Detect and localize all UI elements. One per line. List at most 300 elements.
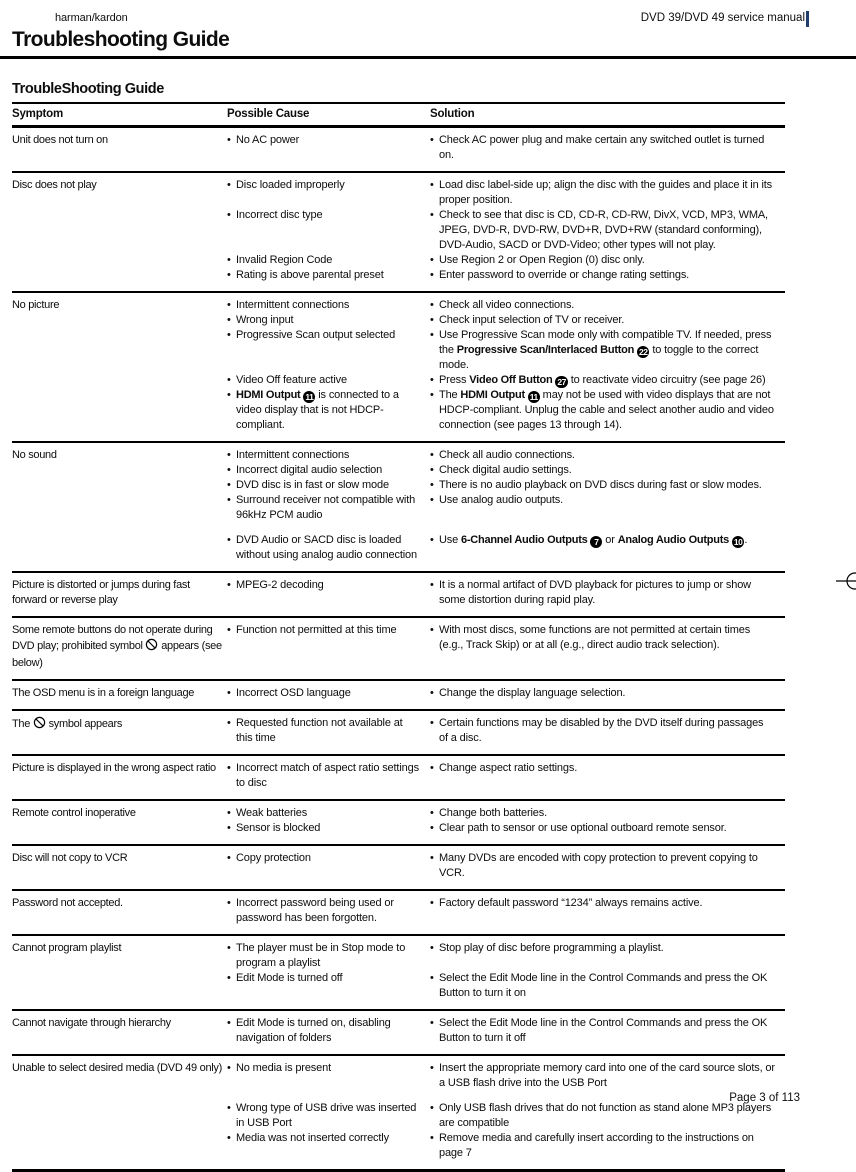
solution-cell (430, 896, 785, 926)
cause-solution-pair (227, 373, 785, 388)
cause-solution-pair (227, 851, 785, 881)
possible-cause-cell (227, 478, 430, 493)
symptom-cell: Cannot navigate through hierarchy (12, 1017, 171, 1029)
possible-cause-cell (227, 623, 430, 653)
solution-cell (430, 1101, 785, 1131)
bullet-marker: • (227, 852, 231, 864)
solution-cell (430, 821, 785, 836)
cause-item (227, 253, 430, 268)
solution-item (430, 686, 785, 701)
column-header-solution: Solution (430, 108, 475, 120)
bullet-marker: • (430, 209, 434, 221)
solution-item-text: Check input selection of TV or receiver. (439, 314, 625, 326)
cause-item (227, 493, 430, 523)
button-number-badge: 10 (733, 537, 743, 547)
solution-cell (430, 686, 785, 701)
bullet-marker: • (430, 494, 434, 506)
cause-solution-pair (227, 268, 785, 283)
bullet-marker: • (430, 329, 434, 341)
solution-item (430, 208, 785, 253)
cause-item (227, 1131, 430, 1146)
bullet-marker: • (430, 717, 434, 729)
cause-solution-pair (227, 578, 785, 608)
cause-solution-pairs (227, 806, 785, 836)
possible-cause-cell (227, 971, 430, 1001)
cause-solution-pair (227, 133, 785, 163)
bullet-marker: • (227, 897, 231, 909)
bullet-marker: • (430, 1102, 434, 1114)
bullet-marker: • (430, 1017, 434, 1029)
page-header (0, 0, 856, 57)
symptom-cell: Disc does not play (12, 179, 97, 191)
cause-item (227, 623, 430, 638)
page-title: Troubleshooting Guide (12, 28, 230, 51)
cause-solution-pair (227, 388, 785, 433)
possible-cause-cell (227, 463, 430, 478)
scan-artifact-mark (806, 11, 809, 27)
symptom-cell: Unit does not turn on (12, 134, 108, 146)
bullet-marker: • (430, 464, 434, 476)
cause-item-text: Video Off feature active (236, 374, 347, 386)
cause-solution-pairs (227, 941, 785, 1001)
cause-item-text: Surround receiver not compatible with 96kHz PCM audio (236, 494, 416, 521)
possible-cause-cell (227, 896, 430, 926)
solution-item-text: Many DVDs are encoded with copy protection to prevent copying to VCR. (439, 852, 758, 879)
solution-item (430, 716, 785, 746)
possible-cause-cell (227, 448, 430, 463)
table-row (12, 443, 785, 573)
cause-item-text: HDMI Output 11 is connected to a video display that is not HDCP-compliant. (236, 389, 399, 431)
title-divider (0, 56, 856, 59)
bullet-marker: • (227, 1062, 231, 1074)
solution-cell (430, 578, 785, 608)
cause-solution-pair (227, 716, 785, 746)
symptom-cell: Password not accepted. (12, 897, 123, 909)
prohibited-icon (33, 716, 46, 734)
column-header-possible-cause: Possible Cause (227, 108, 310, 120)
solution-item-text: Certain functions may be disabled by the DVD itself during passages of a disc. (439, 717, 764, 744)
cause-item-text: Disc loaded improperly (236, 179, 345, 191)
symptom-cell: The OSD menu is in a foreign language (12, 687, 195, 699)
symptom-cell: Remote control inoperative (12, 807, 136, 819)
solution-item-text: Load disc label-side up; align the disc with the guides and place it in its proper position. (439, 179, 773, 206)
button-number-badge: 22 (639, 347, 648, 357)
bold-term: HDMI Output (236, 389, 301, 401)
solution-item (430, 1101, 785, 1131)
bold-term: Video Off Button (469, 374, 553, 386)
cause-item-text: No media is present (236, 1062, 331, 1074)
cause-item (227, 448, 430, 463)
bullet-marker: • (430, 972, 434, 984)
solution-cell (430, 716, 785, 746)
solution-item (430, 1016, 785, 1046)
solution-item (430, 623, 785, 653)
solution-cell (430, 448, 785, 463)
solution-item-text: Use 6-Channel Audio Outputs 7 or Analog Audio Outputs 10 . (439, 534, 748, 547)
table-row (12, 1056, 785, 1172)
cause-item (227, 388, 430, 433)
cause-item (227, 578, 430, 593)
solution-item-text: There is no audio playback on DVD discs during fast or slow modes. (439, 479, 762, 491)
cause-item-text: Edit Mode is turned off (236, 972, 343, 984)
bullet-marker: • (227, 579, 231, 591)
bullet-marker: • (430, 1132, 434, 1144)
cause-solution-pair (227, 1016, 785, 1046)
solution-item (430, 533, 785, 548)
cause-solution-pairs (227, 1016, 785, 1046)
solution-item (430, 971, 785, 1001)
cause-solution-pairs (227, 716, 785, 746)
cause-item-text: Weak batteries (236, 807, 308, 819)
solution-item (430, 178, 785, 208)
bullet-marker: • (430, 314, 434, 326)
possible-cause-cell (227, 268, 430, 283)
bullet-marker: • (227, 717, 231, 729)
bold-term: HDMI Output (460, 389, 525, 401)
possible-cause-cell (227, 253, 430, 268)
solution-item-text: Use Progressive Scan mode only with compatible TV. If needed, press the Progressive Scan/Interlaced Button 22 to toggle to the correct mode. (439, 329, 772, 371)
solution-cell (430, 941, 785, 971)
button-number-badge: 11 (305, 392, 314, 402)
troubleshooting-table (12, 102, 785, 1172)
solution-cell (430, 208, 785, 253)
cause-item (227, 1101, 430, 1131)
cause-item (227, 821, 430, 836)
solution-item (430, 298, 785, 313)
symptom-cell: Picture is distorted or jumps during fast forward or reverse play (12, 579, 190, 606)
solution-item-text: Remove media and carefully insert according to the instructions on page 7 (439, 1132, 754, 1159)
possible-cause-cell (227, 533, 430, 563)
solution-item (430, 328, 785, 373)
cause-item (227, 208, 430, 223)
bullet-marker: • (430, 449, 434, 461)
possible-cause-cell (227, 208, 430, 253)
table-row (12, 618, 785, 681)
possible-cause-cell (227, 1131, 430, 1161)
cause-solution-pair (227, 463, 785, 478)
table-row (12, 681, 785, 711)
possible-cause-cell (227, 1101, 430, 1131)
cause-item-text: Wrong type of USB drive was inserted in USB Port (236, 1102, 417, 1129)
bullet-marker: • (430, 762, 434, 774)
cause-solution-pair (227, 686, 785, 701)
cause-item-text: Rating is above parental preset (236, 269, 384, 281)
column-header-symptom: Symptom (12, 108, 63, 120)
cause-solution-pair (227, 208, 785, 253)
document-title: DVD 39/DVD 49 service manual (640, 12, 805, 24)
cause-item (227, 463, 430, 478)
cause-item (227, 313, 430, 328)
bullet-marker: • (227, 1102, 231, 1114)
table-header-row (12, 102, 785, 128)
solution-cell (430, 388, 785, 433)
possible-cause-cell (227, 578, 430, 608)
solution-item (430, 806, 785, 821)
solution-cell (430, 851, 785, 881)
bullet-marker: • (430, 624, 434, 636)
bullet-marker: • (227, 374, 231, 386)
solution-item-text: Use analog audio outputs. (439, 494, 564, 506)
solution-cell (430, 253, 785, 268)
symptom-cell: No sound (12, 449, 57, 461)
cause-item (227, 373, 430, 388)
solution-item-text: With most discs, some functions are not permitted at certain times (e.g., Track Skip) or at all (e.g., direct audio track selection). (439, 624, 751, 651)
cause-solution-pairs (227, 761, 785, 791)
possible-cause-cell (227, 178, 430, 208)
cause-item-text: MPEG-2 decoding (236, 579, 324, 591)
solution-item (430, 313, 785, 328)
solution-item-text: Use Region 2 or Open Region (0) disc only. (439, 254, 645, 266)
bullet-marker: • (227, 134, 231, 146)
possible-cause-cell (227, 1016, 430, 1046)
cause-solution-pair (227, 478, 785, 493)
cause-solution-pairs (227, 896, 785, 926)
possible-cause-cell (227, 313, 430, 328)
solution-item (430, 761, 785, 776)
cause-item-text: The player must be in Stop mode to program a playlist (236, 942, 406, 969)
solution-item-text: The HDMI Output 11 may not be used with video displays that are not HDCP-compliant. Unplug the cable and select another audio and video connection (see pages 13 through 14). (439, 389, 774, 431)
solution-item-text: Check all video connections. (439, 299, 575, 311)
solution-item-text: It is a normal artifact of DVD playback for pictures to jump or show some distortion during rapid play. (439, 579, 751, 606)
cause-item (227, 178, 430, 193)
cause-solution-pair (227, 448, 785, 463)
possible-cause-cell (227, 716, 430, 746)
cause-solution-pair (227, 806, 785, 821)
solution-item-text: Check all audio connections. (439, 449, 575, 461)
solution-item (430, 821, 785, 836)
possible-cause-cell (227, 686, 430, 701)
solution-item (430, 896, 785, 911)
cause-item (227, 478, 430, 493)
registration-mark (836, 568, 856, 594)
solution-item (430, 578, 785, 608)
table-row (12, 801, 785, 846)
bullet-marker: • (227, 1017, 231, 1029)
cause-item-text: Copy protection (236, 852, 311, 864)
solution-item (430, 253, 785, 268)
solution-item-text: Check AC power plug and make certain any switched outlet is turned on. (439, 134, 765, 161)
bullet-marker: • (227, 822, 231, 834)
table-row (12, 711, 785, 756)
possible-cause-cell (227, 1061, 430, 1091)
bullet-marker: • (430, 179, 434, 191)
bullet-marker: • (227, 972, 231, 984)
symptom-cell: The symbol appears (12, 716, 227, 746)
solution-item (430, 133, 785, 163)
solution-item (430, 478, 785, 493)
section-title: TroubleShooting Guide (12, 81, 164, 97)
cause-item (227, 133, 430, 148)
solution-cell (430, 533, 785, 563)
cause-solution-pair (227, 533, 785, 563)
possible-cause-cell (227, 388, 430, 433)
solution-cell (430, 463, 785, 478)
bullet-marker: • (430, 534, 434, 546)
possible-cause-cell (227, 806, 430, 821)
possible-cause-cell (227, 373, 430, 388)
bullet-marker: • (430, 134, 434, 146)
bullet-marker: • (227, 179, 231, 191)
symptom-cell: Disc will not copy to VCR (12, 852, 128, 864)
solution-item (430, 493, 785, 508)
possible-cause-cell (227, 821, 430, 836)
bullet-marker: • (227, 942, 231, 954)
solution-item-text: Select the Edit Mode line in the Control Commands and press the OK Button to turn it on (439, 972, 768, 999)
solution-item-text: Change the display language selection. (439, 687, 626, 699)
possible-cause-cell (227, 328, 430, 373)
bullet-marker: • (430, 942, 434, 954)
possible-cause-cell (227, 493, 430, 523)
solution-item (430, 388, 785, 433)
solution-item (430, 851, 785, 881)
bullet-marker: • (227, 269, 231, 281)
cause-solution-pair (227, 313, 785, 328)
solution-item-text: Insert the appropriate memory card into one of the card source slots, or a USB flash drive into the USB Port (439, 1062, 775, 1089)
symptom-cell: Cannot program playlist (12, 942, 122, 954)
solution-item-text: Press Video Off Button 27 to reactivate video circuitry (see page 26) (439, 374, 766, 387)
bullet-marker: • (430, 1062, 434, 1074)
solution-item-text: Select the Edit Mode line in the Control Commands and press the OK Button to turn it off (439, 1017, 768, 1044)
bullet-marker: • (227, 299, 231, 311)
cause-item (227, 1061, 430, 1076)
cause-solution-pairs (227, 133, 785, 163)
bullet-marker: • (227, 449, 231, 461)
cause-solution-pairs (227, 178, 785, 283)
bullet-marker: • (227, 329, 231, 341)
table-row (12, 846, 785, 891)
symptom-cell: Picture is displayed in the wrong aspect ratio (12, 762, 216, 774)
bullet-marker: • (227, 254, 231, 266)
symptom-cell: Unable to select desired media (DVD 49 only) (12, 1062, 222, 1074)
prohibited-icon (145, 638, 158, 656)
cause-item (227, 1016, 430, 1046)
table-row (12, 1011, 785, 1056)
table-row (12, 891, 785, 936)
cause-item (227, 686, 430, 701)
bullet-marker: • (227, 807, 231, 819)
bullet-marker: • (430, 374, 434, 386)
bullet-marker: • (430, 897, 434, 909)
cause-solution-pair (227, 896, 785, 926)
solution-cell (430, 761, 785, 791)
cause-item (227, 298, 430, 313)
cause-solution-pair (227, 1101, 785, 1131)
bullet-marker: • (430, 687, 434, 699)
cause-solution-pair (227, 253, 785, 268)
solution-item-text: Check to see that disc is CD, CD-R, CD-RW, DivX, VCD, MP3, WMA, JPEG, DVD-R, DVD-RW, DVD+R, DVD+RW (standard conforming), DVD-Audio, SACD or DVD-Video; other types will not play. (439, 209, 768, 251)
bullet-marker: • (227, 494, 231, 506)
cause-item-text: DVD Audio or SACD disc is loaded without using analog audio connection (236, 534, 417, 561)
cause-item (227, 896, 430, 926)
solution-cell (430, 298, 785, 313)
table-row (12, 173, 785, 293)
cause-item-text: No AC power (236, 134, 300, 146)
cause-solution-pair (227, 493, 785, 523)
cause-item-text: Incorrect OSD language (236, 687, 351, 699)
solution-item-text: Check digital audio settings. (439, 464, 572, 476)
possible-cause-cell (227, 941, 430, 971)
solution-item-text: Change both batteries. (439, 807, 547, 819)
content-area (12, 81, 785, 1172)
cause-item (227, 971, 430, 986)
cause-item-text: Sensor is blocked (236, 822, 321, 834)
bullet-marker: • (227, 479, 231, 491)
cause-item-text: Incorrect digital audio selection (236, 464, 383, 476)
bullet-marker: • (227, 464, 231, 476)
solution-item-text: Only USB flash drives that do not function as stand alone MP3 players are compatible (439, 1102, 772, 1129)
symptom-cell: No picture (12, 299, 60, 311)
cause-solution-pair (227, 178, 785, 208)
solution-cell (430, 1131, 785, 1161)
solution-item-text: Change aspect ratio settings. (439, 762, 578, 774)
solution-cell (430, 623, 785, 653)
bullet-marker: • (430, 269, 434, 281)
cause-item-text: Invalid Region Code (236, 254, 333, 266)
table-body (12, 128, 785, 1172)
cause-item (227, 761, 430, 791)
cause-solution-pair (227, 761, 785, 791)
bullet-marker: • (430, 479, 434, 491)
cause-item-text: Function not permitted at this time (236, 624, 397, 636)
bullet-marker: • (430, 299, 434, 311)
cause-solution-pairs (227, 578, 785, 608)
bullet-marker: • (430, 822, 434, 834)
possible-cause-cell (227, 761, 430, 791)
solution-cell (430, 373, 785, 388)
possible-cause-cell (227, 298, 430, 313)
cause-solution-pair (227, 1131, 785, 1161)
solution-item (430, 268, 785, 283)
solution-cell (430, 806, 785, 821)
cause-item-text: Incorrect match of aspect ratio settings to disc (236, 762, 419, 789)
cause-item (227, 941, 430, 971)
cause-item (227, 851, 430, 866)
cause-solution-pair (227, 971, 785, 1001)
solution-item-text: Factory default password “1234” always remains active. (439, 897, 703, 909)
bold-term: Analog Audio Outputs (617, 534, 729, 546)
cause-item-text: Edit Mode is turned on, disabling navigation of folders (236, 1017, 391, 1044)
table-row (12, 936, 785, 1011)
solution-cell (430, 133, 785, 163)
cause-item-text: Wrong input (236, 314, 294, 326)
bullet-marker: • (430, 254, 434, 266)
cause-solution-pairs (227, 448, 785, 563)
cause-solution-pair (227, 1061, 785, 1091)
table-row (12, 293, 785, 443)
bullet-marker: • (227, 1132, 231, 1144)
table-row (12, 128, 785, 173)
bullet-marker: • (227, 624, 231, 636)
solution-item (430, 373, 785, 388)
cause-item (227, 716, 430, 746)
cause-item-text: Incorrect disc type (236, 209, 323, 221)
cause-solution-pair (227, 941, 785, 971)
brand-text: harman/kardon (55, 12, 128, 24)
cause-solution-pair (227, 623, 785, 653)
solution-item (430, 463, 785, 478)
solution-cell (430, 1061, 785, 1091)
solution-item-text: Enter password to override or change rating settings. (439, 269, 690, 281)
cause-item-text: Media was not inserted correctly (236, 1132, 389, 1144)
bullet-marker: • (227, 314, 231, 326)
cause-solution-pairs (227, 623, 785, 671)
cause-item-text: DVD disc is in fast or slow mode (236, 479, 389, 491)
solution-cell (430, 971, 785, 1001)
cause-item-text: Incorrect password being used or password has been forgotten. (236, 897, 394, 924)
cause-solution-pair (227, 821, 785, 836)
symptom-cell: Some remote buttons do not operate during DVD play; prohibited symbol appears (see below) (12, 624, 222, 669)
solution-item-text: Clear path to sensor or use optional outboard remote sensor. (439, 822, 727, 834)
